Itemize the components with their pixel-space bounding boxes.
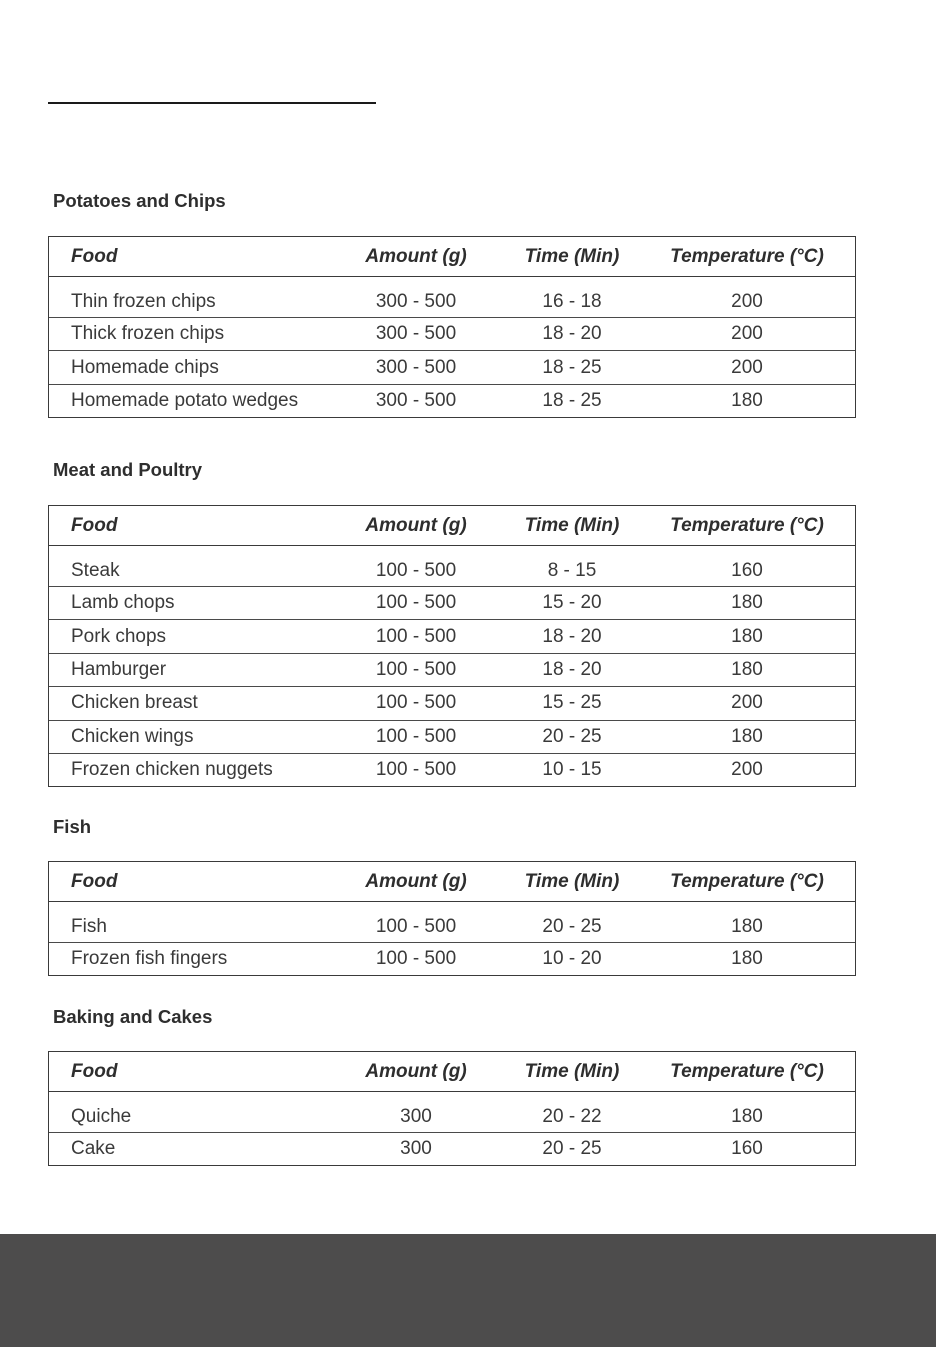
column-header-food: Food <box>71 1060 118 1082</box>
section-title: Meat and Poultry <box>53 459 203 480</box>
table-header-row <box>49 1052 855 1091</box>
top-divider-rule <box>48 102 376 104</box>
temperature-cell: 180 <box>731 592 763 614</box>
column-header-time: Time (Min) <box>524 1060 620 1082</box>
column-header-temperature: Temperature (°C) <box>670 870 824 892</box>
table-header-row <box>49 506 855 545</box>
food-cell: Chicken wings <box>71 725 194 747</box>
table-row <box>49 619 855 652</box>
temperature-cell: 180 <box>731 725 763 747</box>
food-cell: Steak <box>71 559 120 581</box>
food-cell: Quiche <box>71 1105 132 1127</box>
table-row <box>49 276 855 317</box>
food-cell: Cake <box>71 1138 116 1160</box>
column-header-time: Time (Min) <box>524 514 620 536</box>
temperature-cell: 200 <box>731 692 763 714</box>
section-title: Potatoes and Chips <box>53 190 226 211</box>
column-header-temperature: Temperature (°C) <box>670 245 824 267</box>
column-header-food: Food <box>71 245 118 267</box>
food-cell: Thin frozen chips <box>71 290 216 312</box>
column-header-time: Time (Min) <box>524 870 620 892</box>
table-row <box>49 384 855 417</box>
time-cell: 18 - 25 <box>542 356 602 378</box>
table-row <box>49 901 855 942</box>
table-header-row <box>49 237 855 276</box>
table-row <box>49 1132 855 1165</box>
amount-cell: 300 - 500 <box>375 323 457 345</box>
food-cell: Pork chops <box>71 625 167 647</box>
section-title: Baking and Cakes <box>53 1006 213 1027</box>
section-title: Fish <box>53 816 92 837</box>
food-cell: Homemade chips <box>71 356 219 378</box>
temperature-cell: 160 <box>731 1138 763 1160</box>
temperature-cell: 180 <box>731 625 763 647</box>
temperature-cell: 200 <box>731 759 763 781</box>
table-row <box>49 753 855 786</box>
food-cell: Frozen fish fingers <box>71 948 228 970</box>
column-header-time: Time (Min) <box>524 245 620 267</box>
table-header-row <box>49 862 855 901</box>
food-cell: Frozen chicken nuggets <box>71 759 273 781</box>
table-row <box>49 350 855 383</box>
cooking-table <box>48 236 856 418</box>
table-row <box>49 586 855 619</box>
food-cell: Chicken breast <box>71 692 198 714</box>
time-cell: 20 - 25 <box>542 1138 602 1160</box>
food-cell: Thick frozen chips <box>71 323 225 345</box>
table-row <box>49 653 855 686</box>
food-cell: Lamb chops <box>71 592 175 614</box>
table-row <box>49 1091 855 1132</box>
temperature-cell: 180 <box>731 948 763 970</box>
time-cell: 15 - 20 <box>542 592 602 614</box>
time-cell: 8 - 15 <box>547 559 597 581</box>
column-header-temperature: Temperature (°C) <box>670 514 824 536</box>
table-row <box>49 545 855 586</box>
amount-cell: 300 - 500 <box>375 389 457 411</box>
table-row <box>49 720 855 753</box>
time-cell: 18 - 20 <box>542 323 602 345</box>
amount-cell: 300 - 500 <box>375 290 457 312</box>
time-cell: 10 - 15 <box>542 759 602 781</box>
amount-cell: 300 - 500 <box>375 356 457 378</box>
temperature-cell: 160 <box>731 559 763 581</box>
time-cell: 20 - 25 <box>542 725 602 747</box>
food-cell: Hamburger <box>71 658 167 680</box>
column-header-food: Food <box>71 870 118 892</box>
amount-cell: 100 - 500 <box>375 948 457 970</box>
amount-cell: 100 - 500 <box>375 692 457 714</box>
amount-cell: 100 - 500 <box>375 725 457 747</box>
time-cell: 20 - 22 <box>542 1105 602 1127</box>
column-header-food: Food <box>71 514 118 536</box>
amount-cell: 100 - 500 <box>375 759 457 781</box>
column-header-amount: Amount (g) <box>365 1060 467 1082</box>
table-row <box>49 686 855 719</box>
time-cell: 18 - 20 <box>542 658 602 680</box>
food-cell: Homemade potato wedges <box>71 389 299 411</box>
time-cell: 10 - 20 <box>542 948 602 970</box>
column-header-amount: Amount (g) <box>365 245 467 267</box>
amount-cell: 100 - 500 <box>375 592 457 614</box>
temperature-cell: 200 <box>731 356 763 378</box>
time-cell: 16 - 18 <box>542 290 602 312</box>
amount-cell: 300 <box>400 1138 432 1160</box>
table-row <box>49 317 855 350</box>
temperature-cell: 200 <box>731 323 763 345</box>
temperature-cell: 180 <box>731 1105 763 1127</box>
footer-band <box>0 1234 936 1347</box>
time-cell: 18 - 20 <box>542 625 602 647</box>
column-header-amount: Amount (g) <box>365 514 467 536</box>
temperature-cell: 180 <box>731 389 763 411</box>
amount-cell: 100 - 500 <box>375 915 457 937</box>
column-header-temperature: Temperature (°C) <box>670 1060 824 1082</box>
cooking-table <box>48 861 856 976</box>
table-row <box>49 942 855 975</box>
cooking-table <box>48 1051 856 1166</box>
cooking-table <box>48 505 856 787</box>
temperature-cell: 200 <box>731 290 763 312</box>
amount-cell: 100 - 500 <box>375 559 457 581</box>
amount-cell: 100 - 500 <box>375 625 457 647</box>
temperature-cell: 180 <box>731 915 763 937</box>
column-header-amount: Amount (g) <box>365 870 467 892</box>
amount-cell: 300 <box>400 1105 432 1127</box>
time-cell: 15 - 25 <box>542 692 602 714</box>
time-cell: 18 - 25 <box>542 389 602 411</box>
temperature-cell: 180 <box>731 658 763 680</box>
food-cell: Fish <box>71 915 107 937</box>
time-cell: 20 - 25 <box>542 915 602 937</box>
amount-cell: 100 - 500 <box>375 658 457 680</box>
